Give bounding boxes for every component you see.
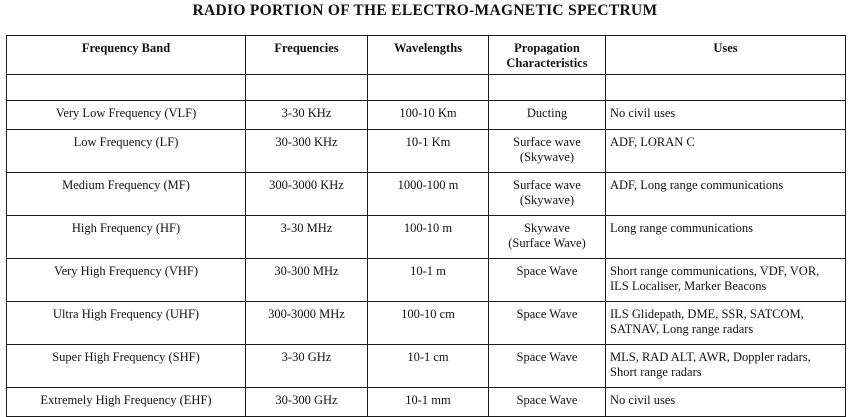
propagation-cell xyxy=(489,302,606,345)
frequencies-cell: 3-30 KHz xyxy=(246,101,368,130)
propagation-cell xyxy=(489,173,606,216)
frequencies-cell: 30-300 MHz xyxy=(246,259,368,302)
uses-line1: MLS, RAD ALT, AWR, Doppler radars, xyxy=(610,350,811,364)
uses-cell xyxy=(606,259,846,302)
uses-cell xyxy=(606,302,846,345)
wavelengths-cell: 10-1 m xyxy=(368,259,489,302)
wavelengths-cell: 100-10 Km xyxy=(368,101,489,130)
table-row-lf xyxy=(7,130,846,173)
header-propagation xyxy=(489,36,606,75)
propagation-line1: Ducting xyxy=(526,106,568,120)
table-header-row xyxy=(7,36,846,75)
propagation-line1: Surface wave xyxy=(513,135,581,149)
band-cell: Very Low Frequency (VLF) xyxy=(7,101,246,130)
propagation-line1: Space Wave xyxy=(516,307,578,321)
page-title: RADIO PORTION OF THE ELECTRO-MAGNETIC SPECTRUM xyxy=(192,2,658,19)
uses-line1: No civil uses xyxy=(610,393,676,407)
band-cell: Super High Frequency (SHF) xyxy=(7,345,246,388)
header-frequency-band: Frequency Band xyxy=(7,36,246,75)
header-propagation-line2: Characteristics xyxy=(506,56,588,70)
propagation-line1: Surface wave xyxy=(513,178,581,192)
uses-line2: SATNAV, Long range radars xyxy=(610,322,754,336)
header-wavelengths: Wavelengths xyxy=(368,36,489,75)
propagation-cell xyxy=(489,388,606,417)
uses-cell xyxy=(606,101,846,130)
wavelengths-cell: 10-1 cm xyxy=(368,345,489,388)
uses-line2: Short range radars xyxy=(610,365,702,379)
band-cell: High Frequency (HF) xyxy=(7,216,246,259)
uses-line1: Long range communications xyxy=(610,221,754,235)
table-row-hf xyxy=(7,216,846,259)
uses-cell xyxy=(606,130,846,173)
header-uses: Uses xyxy=(606,36,846,75)
propagation-cell xyxy=(489,130,606,173)
propagation-line1: Space Wave xyxy=(516,393,578,407)
propagation-line1: Space Wave xyxy=(516,264,578,278)
table-row-uhf xyxy=(7,302,846,345)
propagation-line1: Skywave xyxy=(524,221,570,235)
empty-cell xyxy=(368,75,489,101)
table-row-vhf xyxy=(7,259,846,302)
uses-line1: ADF, LORAN C xyxy=(610,135,695,149)
band-cell: Extremely High Frequency (EHF) xyxy=(7,388,246,417)
propagation-cell xyxy=(489,345,606,388)
uses-line2: ILS Localiser, Marker Beacons xyxy=(610,279,767,293)
header-frequencies: Frequencies xyxy=(246,36,368,75)
table-row-shf xyxy=(7,345,846,388)
empty-row xyxy=(7,75,846,101)
uses-cell xyxy=(606,345,846,388)
table-row-ehf xyxy=(7,388,846,417)
propagation-cell xyxy=(489,101,606,130)
table-row-vlf xyxy=(7,101,846,130)
wavelengths-cell: 10-1 Km xyxy=(368,130,489,173)
spectrum-table xyxy=(6,35,846,417)
frequencies-cell: 300-3000 KHz xyxy=(246,173,368,216)
frequencies-cell: 3-30 MHz xyxy=(246,216,368,259)
uses-cell xyxy=(606,388,846,417)
empty-cell xyxy=(246,75,368,101)
propagation-cell xyxy=(489,259,606,302)
uses-line1: ILS Glidepath, DME, SSR, SATCOM, xyxy=(610,307,804,321)
band-cell: Very High Frequency (VHF) xyxy=(7,259,246,302)
propagation-line2: (Skywave) xyxy=(519,193,575,207)
uses-line1: Short range communications, VDF, VOR, xyxy=(610,264,820,278)
uses-cell xyxy=(606,216,846,259)
table-row-mf xyxy=(7,173,846,216)
wavelengths-cell: 100-10 cm xyxy=(368,302,489,345)
frequencies-cell: 300-3000 MHz xyxy=(246,302,368,345)
wavelengths-cell: 100-10 m xyxy=(368,216,489,259)
propagation-line1: Space Wave xyxy=(516,350,578,364)
wavelengths-cell: 1000-100 m xyxy=(368,173,489,216)
frequencies-cell: 30-300 KHz xyxy=(246,130,368,173)
band-cell: Medium Frequency (MF) xyxy=(7,173,246,216)
propagation-line2: (Surface Wave) xyxy=(508,236,586,250)
propagation-cell xyxy=(489,216,606,259)
empty-cell xyxy=(7,75,246,101)
frequencies-cell: 3-30 GHz xyxy=(246,345,368,388)
propagation-line2: (Skywave) xyxy=(519,150,575,164)
uses-cell xyxy=(606,173,846,216)
band-cell: Low Frequency (LF) xyxy=(7,130,246,173)
wavelengths-cell: 10-1 mm xyxy=(368,388,489,417)
band-cell: Ultra High Frequency (UHF) xyxy=(7,302,246,345)
frequencies-cell: 30-300 GHz xyxy=(246,388,368,417)
uses-line1: ADF, Long range communications xyxy=(610,178,784,192)
header-propagation-line1: Propagation xyxy=(514,41,580,55)
empty-cell xyxy=(606,75,846,101)
uses-line1: No civil uses xyxy=(610,106,676,120)
empty-cell xyxy=(489,75,606,101)
